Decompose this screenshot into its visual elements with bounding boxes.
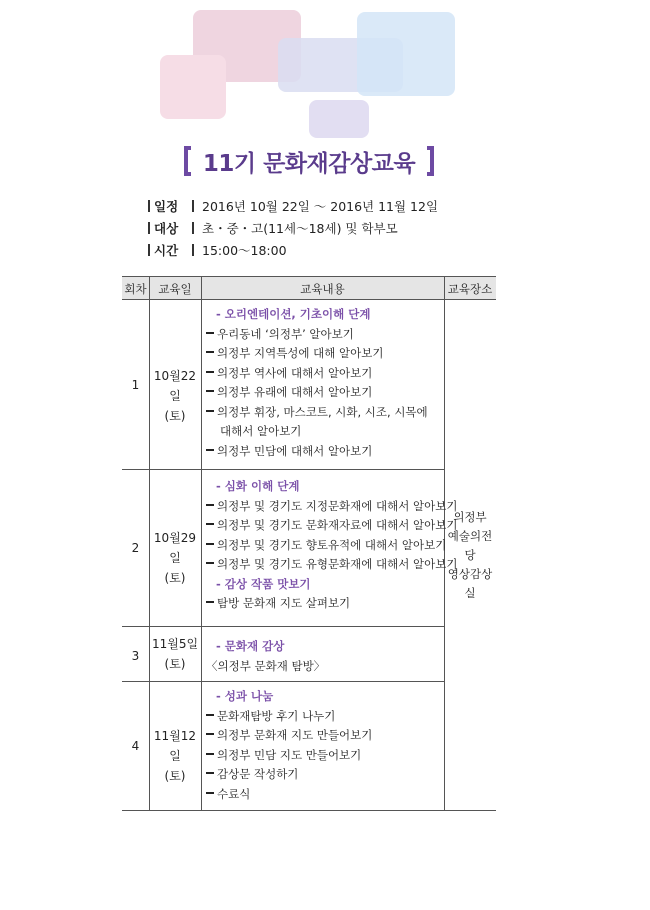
list-item: 의정부 지역특성에 대해 알아보기 <box>206 344 428 364</box>
section-title: - 감상 작품 맛보기 <box>216 576 311 591</box>
info-row-schedule <box>148 197 438 215</box>
decor-square <box>160 55 226 119</box>
list-item: 의정부 휘장, 마스코트, 시화, 시조, 시목에 <box>206 403 428 423</box>
section-title: - 문화재 감상 <box>216 639 285 653</box>
info-label: 시간 <box>148 241 192 259</box>
header-cell-round: 회차 <box>124 282 147 296</box>
list-item: 의정부 문화재 지도 만들어보기 <box>206 726 372 746</box>
list-item: 문화재탐방 후기 나누기 <box>206 707 372 727</box>
list-item: 의정부 및 경기도 문화재자료에 대해서 알아보기 <box>206 516 457 536</box>
decor-square <box>357 12 455 96</box>
list-item: 감상문 작성하기 <box>206 765 372 785</box>
info-row-target <box>148 219 398 237</box>
schedule-table <box>122 276 496 811</box>
info-value: 2016년 10월 22일 ～ 2016년 11월 12일 <box>202 199 439 214</box>
column-divider <box>201 276 202 811</box>
list-item: 의정부 역사에 대해서 알아보기 <box>206 364 428 384</box>
row-content <box>206 637 325 676</box>
header-cell-content: 교육내용 <box>300 282 345 296</box>
row-content <box>206 477 457 614</box>
info-value: 초・중・고(11세～18세) 및 학부모 <box>202 221 398 236</box>
row-date: 11월5일 (토) <box>151 637 199 671</box>
list-item: 우리동네 ‘의정부’ 알아보기 <box>206 325 428 345</box>
row-number: 1 <box>131 378 140 392</box>
row-divider <box>122 681 444 682</box>
list-item: 의정부 및 경기도 유형문화재에 대해서 알아보기 <box>206 555 457 575</box>
row-number: 2 <box>131 541 140 555</box>
right-bracket <box>427 146 434 176</box>
left-bracket <box>184 146 191 176</box>
list-item: 의정부 및 경기도 지정문화재에 대해서 알아보기 <box>206 497 457 517</box>
info-label: 대상 <box>148 219 192 237</box>
list-item: 〈의정부 문화재 탐방〉 <box>206 658 326 673</box>
info-separator <box>192 244 194 256</box>
table-bottom-border <box>122 810 496 811</box>
info-separator <box>192 200 194 212</box>
row-divider <box>122 626 444 627</box>
place-cell: 의정부 예술의전당 영상감상실 <box>447 510 493 600</box>
row-date: 10월22일 (토) <box>153 369 197 423</box>
section-title: - 오리엔테이션, 기초이해 단계 <box>216 307 371 321</box>
section-title: - 성과 나눔 <box>216 689 274 703</box>
header-cell-place: 교육장소 <box>447 282 493 296</box>
list-item: 수료식 <box>206 785 372 805</box>
list-item-continued: 대해서 알아보기 <box>220 424 302 438</box>
list-item: 의정부 민담 지도 만들어보기 <box>206 746 372 766</box>
table-header <box>122 276 496 300</box>
list-item: 의정부 및 경기도 향토유적에 대해서 알아보기 <box>206 536 457 556</box>
row-divider <box>122 469 444 470</box>
row-date: 11월12일 (토) <box>153 729 197 783</box>
info-value: 15:00～18:00 <box>202 243 287 258</box>
decor-square <box>309 100 369 138</box>
list-item: 의정부 민담에 대해서 알아보기 <box>206 442 428 462</box>
row-date: 10월29일 (토) <box>153 531 197 585</box>
page-title-box <box>180 146 438 176</box>
info-separator <box>192 222 194 234</box>
row-content <box>206 305 428 461</box>
page-title: 11기 문화재감상교육 <box>202 150 416 177</box>
list-item: 탐방 문화재 지도 살펴보기 <box>206 594 457 614</box>
row-content <box>206 687 372 804</box>
info-label: 일정 <box>148 197 192 215</box>
row-number: 4 <box>131 739 140 753</box>
row-number: 3 <box>131 649 140 663</box>
list-item: 의정부 유래에 대해서 알아보기 <box>206 383 428 403</box>
section-title: - 심화 이해 단계 <box>216 479 300 493</box>
info-row-time <box>148 241 287 259</box>
header-cell-date: 교육일 <box>158 282 192 296</box>
